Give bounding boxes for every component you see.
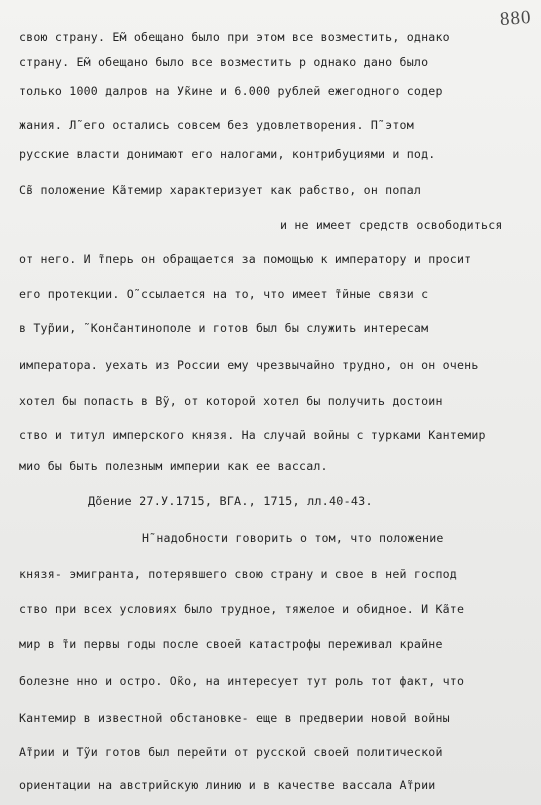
text-line: страну. Ем̃ обещано было все возместить р однако дано было [19,55,429,69]
text-line: ство при всех условиях было трудное, тяжелое и обидное. И Ка̃те [19,602,465,616]
text-line: от него. И т̃перь он обращается за помощью к императору и просит [19,252,472,266]
text-line: и не имеет средств освободиться [280,218,503,232]
text-line: свою страну. Ем̃ обещано было при этом все возместить, однако [19,30,450,44]
text-line: князя- эмигранта, потерявшего свою страну и свое в ней господ [19,567,457,581]
text-line: императора. уехать из России ему чрезвычайно трудно, он он очень [19,358,479,372]
text-line: А̃трии и Ту̃и готов был перейти от русской своей политической [19,745,443,759]
text-line: хотел бы попасть в В̃у, от которой хотел бы получить достоин [19,394,443,408]
text-line: ориентации на австрийскую линию и в качестве вассала А̃трии [19,778,436,792]
text-line: жания. Л̃ его остались совсем без удовлетворения. П̃ этом [19,118,414,132]
text-line: болезне нно и остро. О̃ко, на интересует тут роль тот факт, что [19,674,465,688]
text-line: его протекции. О̃ ссылается на то, что имеет т̃йные связи с [19,287,429,301]
text-line: только 1000 далров на Ук̃ине и 6.000 рублей ежегодного содер [19,84,443,98]
text-line: Кантемир в известной обстановке- еще в предверии новой войны [19,711,450,725]
text-line: Н̃ надобности говорить о том, что положение [142,531,444,545]
text-line: в Тур̃ии, ̃ Конс̃антинополе и готов был бы служить интересам [19,321,429,335]
text-line: Св̃ положение Ка̃темир характеризует как рабство, он попал [19,183,422,197]
text-line: русские власти донимают его налогами, контрибуциями и под. [19,147,436,161]
folio-number: 880 [498,6,532,31]
archival-reference: До̃ение 27.У.1715, ВГА., 1715, лл.40-43. [88,494,373,508]
text-line: мир в ̃ти первы годы после своей катастрофы переживал крайне [19,637,443,651]
text-line: мио бы быть полезным империи как ее вассал. [19,459,328,473]
text-line: ство и титул имперского князя. На случай войны с турками Кантемир [19,428,486,442]
